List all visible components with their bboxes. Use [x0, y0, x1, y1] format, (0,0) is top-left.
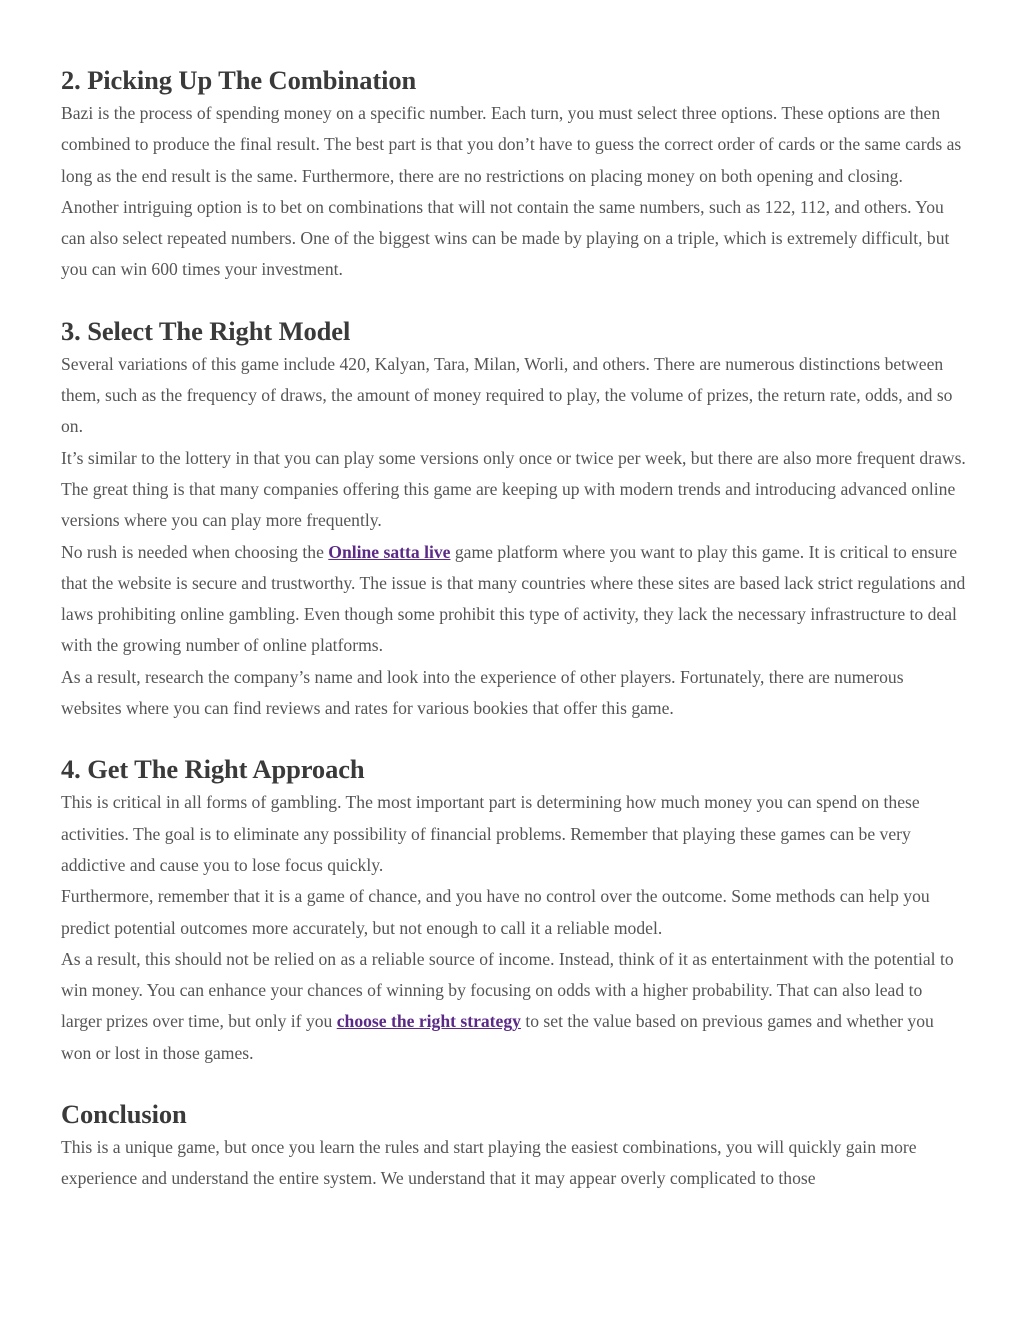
section-heading: Conclusion — [61, 1099, 187, 1130]
section-spacer — [61, 286, 966, 313]
online-satta-live-link[interactable]: Online satta live — [328, 541, 451, 562]
section-conclusion — [61, 1096, 966, 1195]
section-heading: 3. Select The Right Model — [61, 315, 351, 346]
paragraph: This is critical in all forms of gambling. The most important part is determining how much money you can spend on these activities. The goal is to eliminate any possibility of financial problems. Remember that playing these games can be very addictive and cause you to lose focus quickly. — [61, 792, 920, 875]
choose-right-strategy-link[interactable]: choose the right strategy — [336, 1011, 521, 1032]
paragraph: Bazi is the process of spending money on a specific number. Each turn, you must select three options. These options are then combined to produce the final result. The best part is that you don’t have to guess the correct order of cards or the same cards as long as the end result is the same. Furthermore, there are no restrictions on placing money on both opening and closing. — [61, 103, 962, 186]
paragraph-with-link — [61, 537, 966, 662]
paragraph: It’s similar to the lottery in that you can play some versions only once or twice per week, but there are also more frequent draws. The great thing is that many companies offering this game are keeping up with modern trends and introducing advanced online versions where you can play more frequently. — [61, 447, 966, 531]
section-heading: 4. Get The Right Approach — [61, 754, 365, 785]
section-spacer — [61, 724, 966, 751]
section-spacer — [61, 1069, 966, 1096]
paragraph: Another intriguing option is to bet on combinations that will not contain the same numbers, such as 122, 112, and others. You can also select repeated numbers. One of the biggest wins can be made by playing on a triple, which is extremely difficult, but you can win 600 times your investment. — [61, 196, 950, 280]
paragraph-text: No rush is needed when choosing the — [61, 541, 329, 562]
paragraph-text: to set the value based on previous games and whether you won or lost in those games. — [61, 1011, 934, 1063]
paragraph-text: game platform where you want to play this game. It is critical to ensure that the website is secure and trustworthy. The issue is that many countries where these sites are based lack strict regulations and laws prohibiting online gambling. Even though some prohibit this type of activity, they lack the necessary infrastructure to deal with the growing number of online platforms. — [61, 541, 966, 656]
section-right-approach — [61, 751, 966, 1069]
paragraph: Several variations of this game include 420, Kalyan, Tara, Milan, Worli, and others. There are numerous distinctions between them, such as the frequency of draws, the amount of money required to play, the volume of prizes, the return rate, odds, and so on. — [61, 353, 953, 437]
paragraph: This is a unique game, but once you learn the rules and start playing the easiest combinations, you will quickly gain more experience and understand the entire system. We understand that it may appear overly complicated to those — [61, 1137, 917, 1189]
section-picking-combination — [61, 62, 966, 286]
section-select-model — [61, 313, 966, 725]
paragraph-text: As a result, this should not be relied on as a reliable source of income. Instead, think of it as entertainment with the potential to win money. You can enhance your chances of winning by focusing on odds with a higher probability. That can also lead to larger prizes over time, but only if you — [61, 948, 954, 1032]
document-page — [61, 62, 966, 1195]
paragraph-with-link — [61, 944, 966, 1069]
section-heading: 2. Picking Up The Combination — [61, 65, 417, 95]
paragraph: Furthermore, remember that it is a game of chance, and you have no control over the outcome. Some methods can help you predict potential outcomes more accurately, but not enough to call it a reliable model. — [61, 886, 930, 938]
paragraph: As a result, research the company’s name and look into the experience of other players. Fortunately, there are numerous websites where you can find reviews and rates for various bookies that offer this game. — [61, 666, 904, 719]
